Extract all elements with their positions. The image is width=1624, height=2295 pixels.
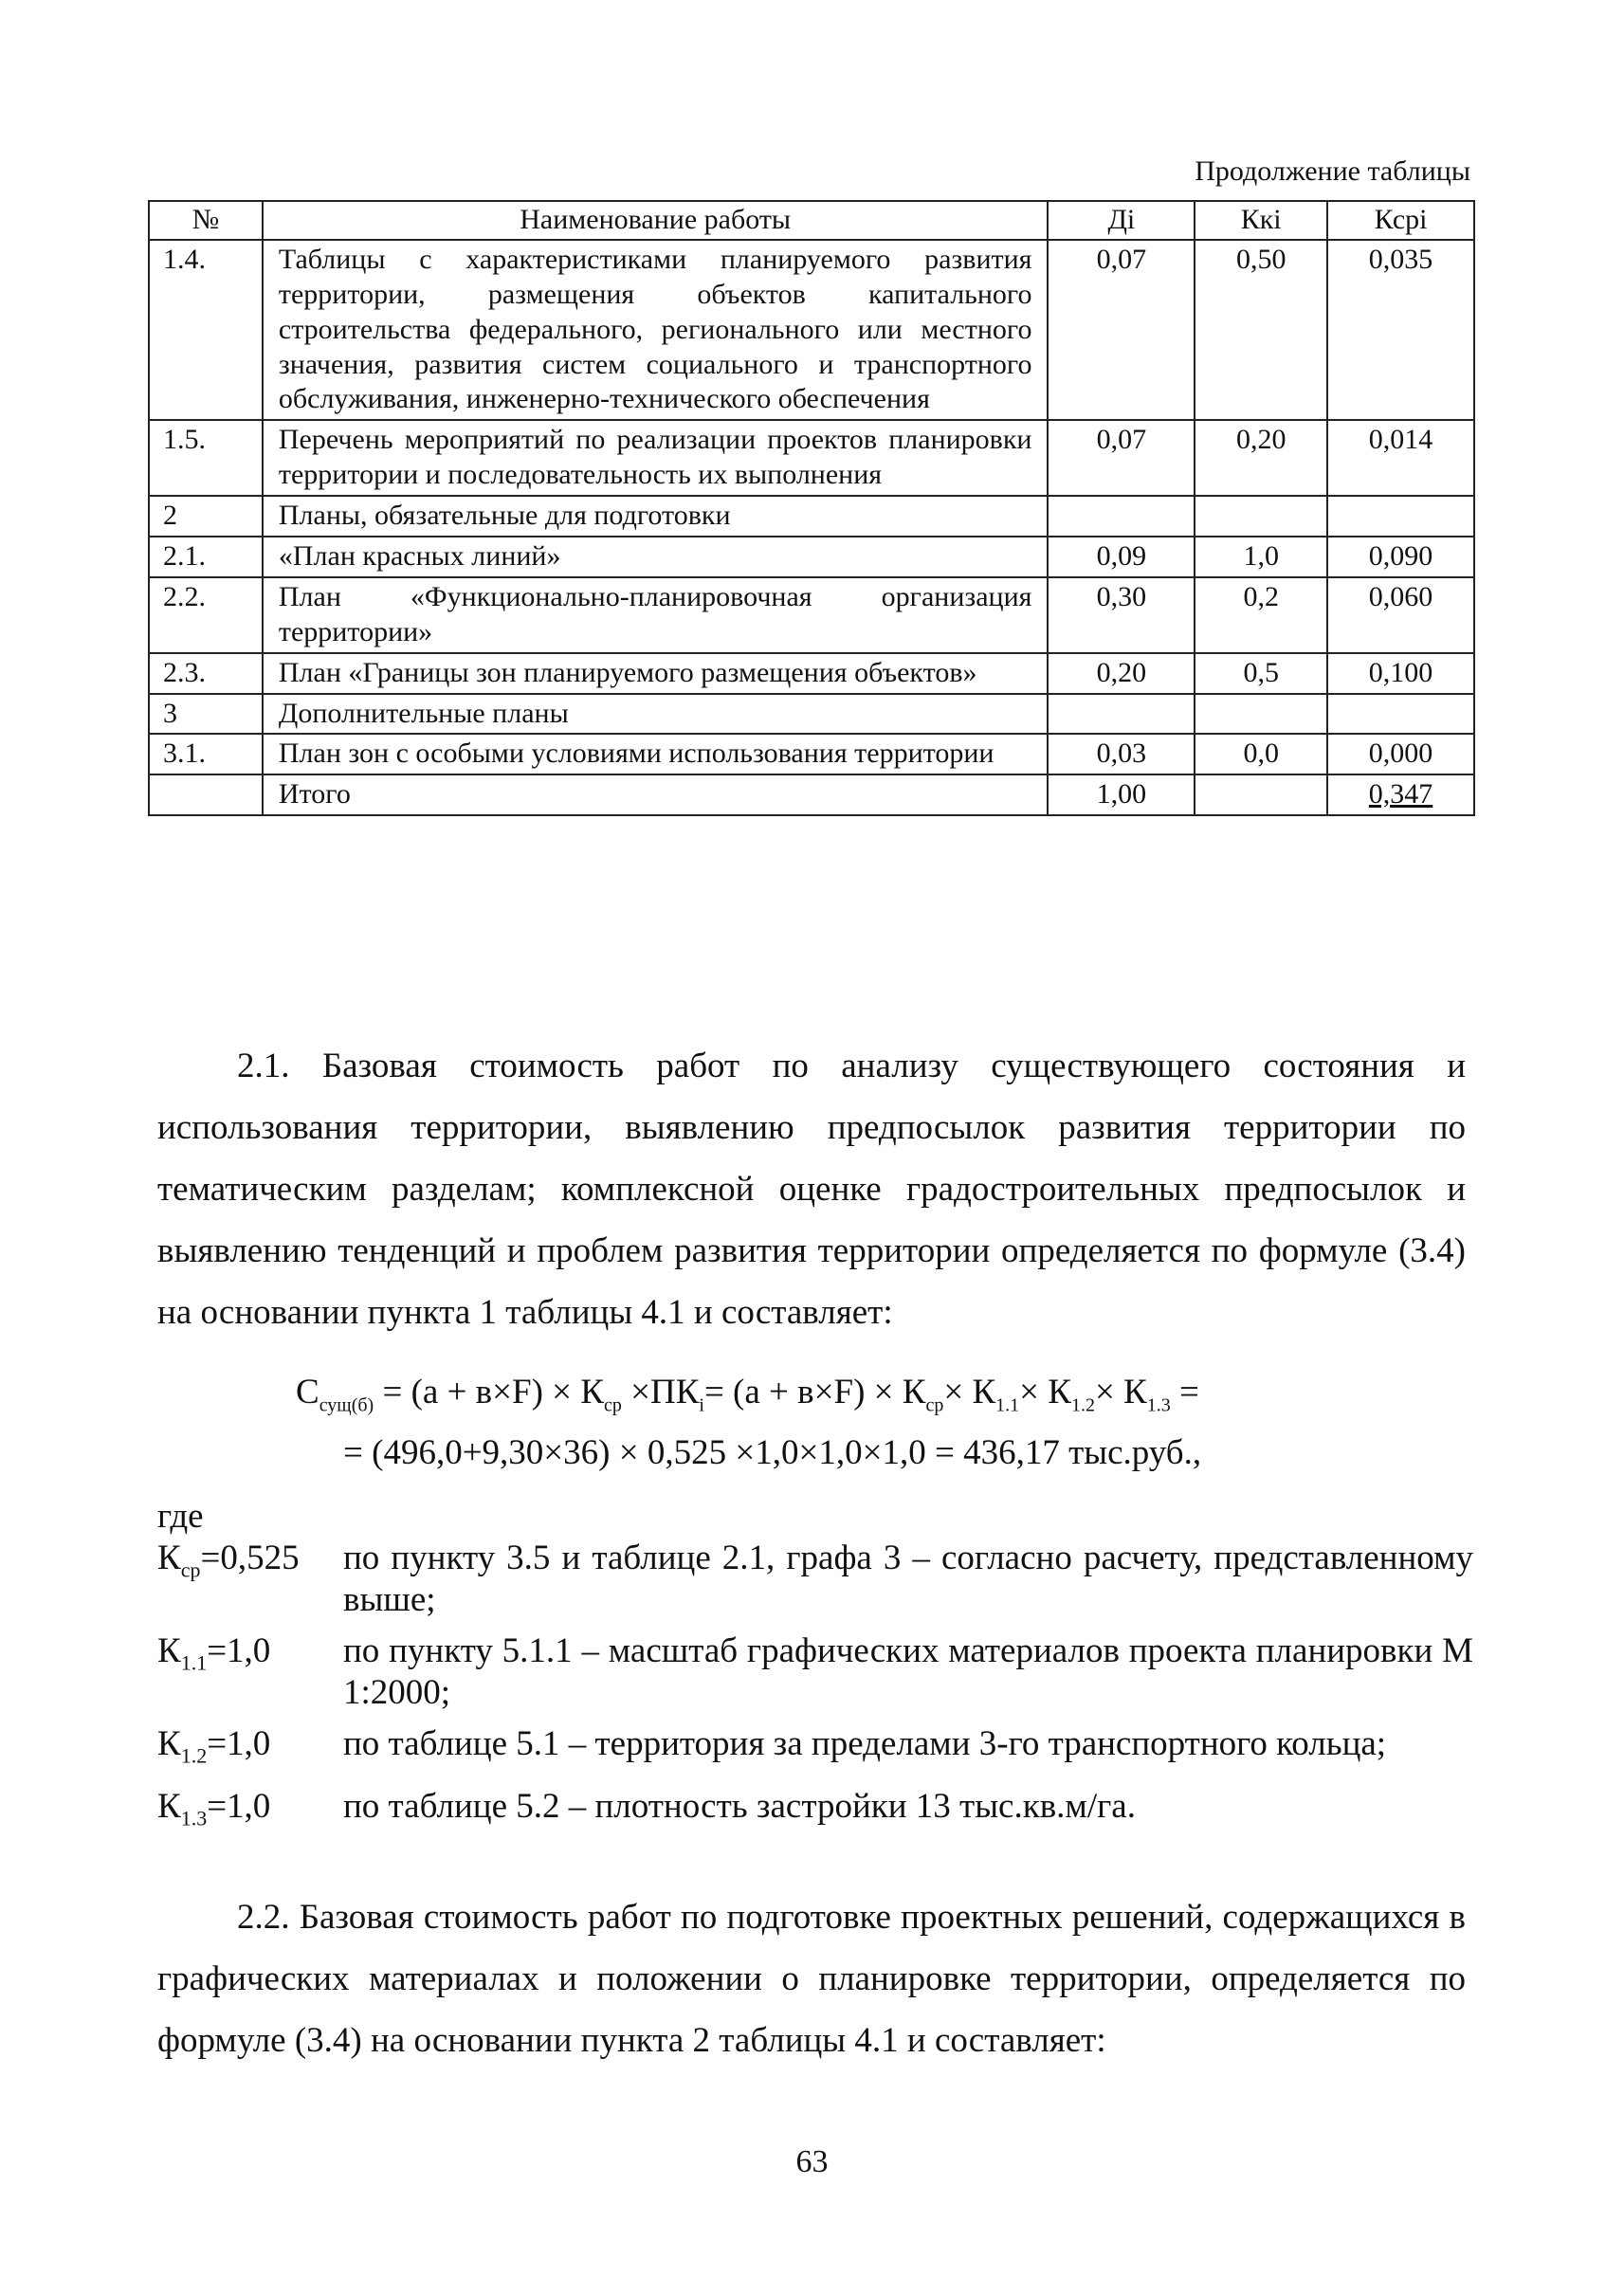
- row-kk: 0,2: [1195, 577, 1327, 653]
- table-row: [149, 734, 1474, 774]
- row-work-name: Перечень мероприятий по реализации проектов планировки территории и последовательность их выполнения: [263, 420, 1049, 496]
- row-number: 2.2.: [149, 577, 263, 653]
- row-number: 1.5.: [149, 420, 263, 496]
- formula-line-2: = (496,0+9,30×36) × 0,525 ×1,0×1,0×1,0 = 436,17 тыс.руб.,: [343, 1433, 1202, 1472]
- row-work-name: Таблицы с характеристиками планируемого развития территории, размещения объектов капитального строительства федерального, регионального или местного значения, развития систем социального и транспортного обслуживания, инженерно-технического обеспечения: [263, 240, 1049, 420]
- formula-line-1: $С_{сущ(б)} = (а + в\times F) \times К_{ср} \times ПК_i= (а + в\times F) \times К_{ср}\times К_{1.1}\times К_{1.2}\times К_{1.3}$ =: [296, 1373, 1199, 1416]
- row-ksr: [1327, 694, 1474, 735]
- definitions-list: [157, 1538, 1473, 1849]
- header-number: №: [149, 201, 263, 240]
- row-number: 1.4.: [149, 240, 263, 420]
- row-work-name: Планы, обязательные для подготовки: [263, 496, 1049, 537]
- row-kk: 0,0: [1195, 734, 1327, 774]
- row-ksr: 0,100: [1327, 653, 1474, 694]
- definition-text: по таблице 5.2 – плотность застройки 13 тыс.кв.м/га.: [343, 1787, 1136, 1827]
- row-kk: [1195, 694, 1327, 735]
- row-ksr: 0,014: [1327, 420, 1474, 496]
- row-d: 0,09: [1048, 537, 1195, 577]
- row-d: 0,30: [1048, 577, 1195, 653]
- header-d: Дi: [1048, 201, 1195, 240]
- paragraph-2-1: 2.1. Базовая стоимость работ по анализу существующего состояния и использования территории, выявлению предпосылок развития территории по тематическим разделам; комплексной оценке градостроительных предпосылок и выявлению тенденций и проблем развития территории определяется по формуле (3.4) на основании пункта 1 таблицы 4.1 и составляет:: [157, 1047, 1466, 1332]
- row-kk: 0,50: [1195, 240, 1327, 420]
- definition-item: [157, 1786, 1473, 1839]
- total-d: 1,00: [1048, 774, 1195, 815]
- definition-symbol: $К_{1.1}=1,0$: [157, 1631, 271, 1675]
- row-work-name: План «Функционально-планировочная организация территории»: [263, 577, 1049, 653]
- row-ksr: [1327, 496, 1474, 537]
- table-row: [149, 577, 1474, 653]
- row-number: 2.3.: [149, 653, 263, 694]
- table-row: [149, 420, 1474, 496]
- row-work-name: Дополнительные планы: [263, 694, 1049, 735]
- definition-symbol: $К_{ср}=0,525$: [157, 1539, 300, 1582]
- total-ksr: 0,347: [1327, 774, 1474, 815]
- table-row: [149, 537, 1474, 577]
- total-label: Итого: [263, 774, 1049, 815]
- where-label: где: [157, 1497, 204, 1536]
- table-header-row: [149, 201, 1474, 240]
- row-ksr: 0,090: [1327, 537, 1474, 577]
- row-work-name: План зон с особыми условиями использования территории: [263, 734, 1049, 774]
- table-row: [149, 240, 1474, 420]
- row-number: 3: [149, 694, 263, 735]
- row-d: [1048, 694, 1195, 735]
- row-kk: 1,0: [1195, 537, 1327, 577]
- definition-symbol: $К_{1.3}=1,0$: [157, 1787, 271, 1831]
- row-work-name: «План красных линий»: [263, 537, 1049, 577]
- definition-item: [157, 1630, 1473, 1714]
- row-kk: [1195, 496, 1327, 537]
- definition-text: по пункту 5.1.1 – масштаб графических материалов проекта планировки М 1:2000;: [343, 1631, 1473, 1712]
- row-d: 0,07: [1048, 240, 1195, 420]
- paragraph-2-2: 2.2. Базовая стоимость работ по подготовке проектных решений, содержащихся в графических материалах и положении о планировке территории, определяется по формуле (3.4) на основании пункта 2 таблицы 4.1 и составляет:: [157, 1898, 1466, 2060]
- table-section-row: [149, 496, 1474, 537]
- row-work-name: План «Границы зон планируемого размещения объектов»: [263, 653, 1049, 694]
- header-kk: Ккi: [1195, 201, 1327, 240]
- row-number: [149, 774, 263, 815]
- header-ksr: Ксрi: [1327, 201, 1474, 240]
- row-d: 0,20: [1048, 653, 1195, 694]
- row-ksr: 0,035: [1327, 240, 1474, 420]
- row-number: 2.1.: [149, 537, 263, 577]
- definition-item: [157, 1723, 1473, 1776]
- row-d: [1048, 496, 1195, 537]
- row-d: 0,07: [1048, 420, 1195, 496]
- row-d: 0,03: [1048, 734, 1195, 774]
- row-kk: 0,20: [1195, 420, 1327, 496]
- row-ksr: 0,000: [1327, 734, 1474, 774]
- page-number: 63: [795, 2144, 829, 2179]
- definition-text: по пункту 3.5 и таблице 2.1, графа 3 – согласно расчету, представленному выше;: [343, 1539, 1473, 1619]
- definition-item: [157, 1538, 1473, 1621]
- row-ksr: 0,060: [1327, 577, 1474, 653]
- works-table: [148, 200, 1475, 816]
- table-total-row: [149, 774, 1474, 815]
- row-kk: [1195, 774, 1327, 815]
- table-continuation-label: Продолжение таблицы: [1195, 155, 1470, 187]
- row-number: 2: [149, 496, 263, 537]
- row-kk: 0,5: [1195, 653, 1327, 694]
- definition-text: по таблице 5.1 – территория за пределами 3-го транспортного кольца;: [343, 1724, 1387, 1763]
- definition-symbol: $К_{1.2}=1,0$: [157, 1724, 271, 1768]
- table-row: [149, 653, 1474, 694]
- table-section-row: [149, 694, 1474, 735]
- row-number: 3.1.: [149, 734, 263, 774]
- header-work-name: Наименование работы: [263, 201, 1049, 240]
